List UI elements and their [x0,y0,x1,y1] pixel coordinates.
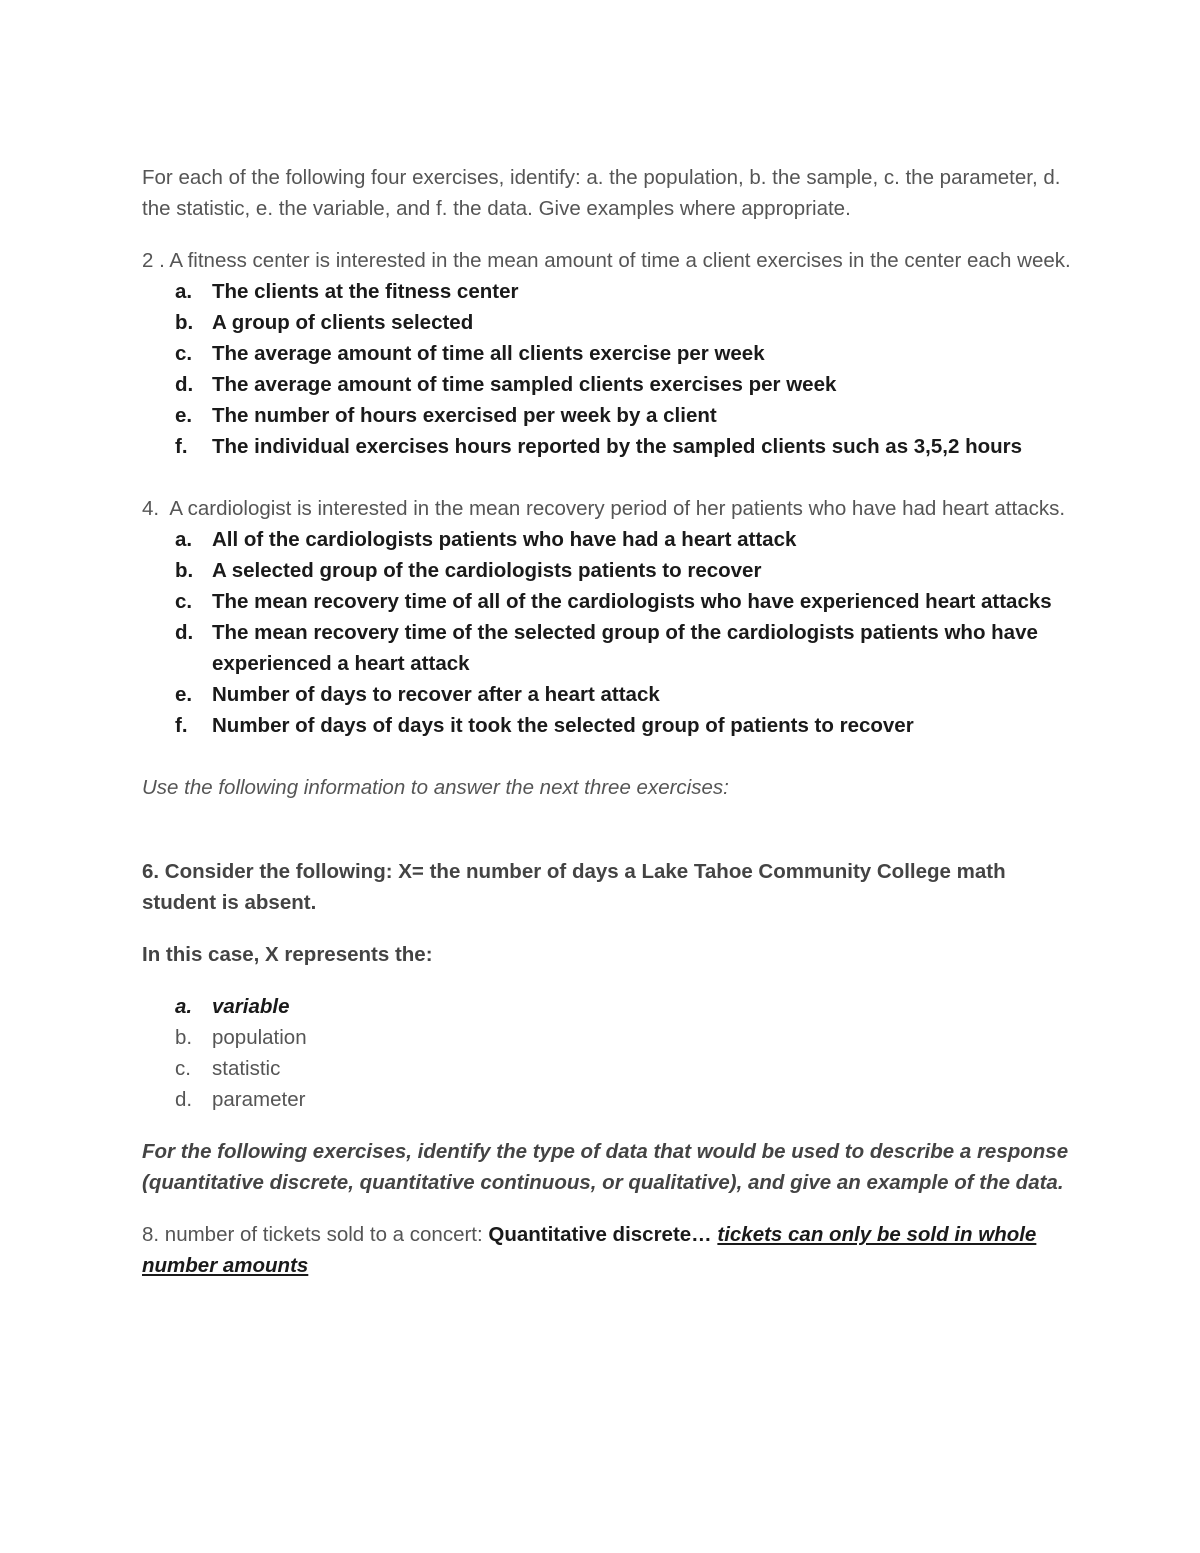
question-2 [142,245,1072,462]
info-note: Use the following information to answer the next three exercises: [142,776,729,799]
instruction-paragraph: For the following exercises, identify the type of data that would be used to describe a response (quantitative discrete, quantitative continuous, or qualitative), and give an example of the data. [142,1140,1069,1194]
list-item: a. The clients at the fitness center [175,280,519,303]
question-4-answers [142,524,1072,741]
list-item: e. The number of hours exercised per week by a client [175,404,717,427]
list-item: c. The average amount of time all clients exercise per week [175,342,765,365]
question-8-text: 8. number of tickets sold to a concert: [142,1223,489,1246]
question-4 [142,493,1072,741]
question-6-text: 6. Consider the following: X= the number of days a Lake Tahoe Community College math student is absent. [142,860,1006,914]
list-item: c. The mean recovery time of all of the cardiologists who have experienced heart attacks [175,590,1052,613]
question-2-text [142,245,1072,276]
list-item: b. population [175,1026,307,1049]
spacer [142,970,1072,991]
question-4-prefix: 4. [142,497,170,520]
question-8-answer: Quantitative discrete… [488,1223,718,1246]
list-item: f. Number of days of days it took the selected group of patients to recover [175,714,914,737]
list-item: d. The average amount of time sampled clients exercises per week [175,373,837,396]
list-item: a. variable [175,995,290,1018]
question-6-answers [142,991,1072,1115]
spacer [142,1198,1072,1219]
question-2-answers [142,276,1072,462]
question-2-prefix: 2 . [142,249,170,272]
spacer [142,803,1072,856]
spacer [142,918,1072,939]
question-4-body: A cardiologist is interested in the mean recovery period of her patients who have had heart attacks. [169,497,1066,520]
intro-paragraph: For each of the following four exercises, identify: a. the population, b. the sample, c. the parameter, d. the statistic, e. the variable, and f. the data. Give examples where appropriate. [142,166,1061,220]
list-item: d. parameter [175,1088,306,1111]
list-item: c. statistic [175,1057,281,1080]
question-2-body: A fitness center is interested in the mean amount of time a client exercises in the center each week. [169,249,1071,272]
list-item: d. The mean recovery time of the selected group of the cardiologists patients who have experienced a heart attack [175,621,1038,675]
question-8-explanation: tickets can only be sold in whole number amounts [142,1223,1037,1277]
list-item: b. A group of clients selected [175,311,474,334]
question-6-subtext: In this case, X represents the: [142,943,433,966]
spacer [142,1115,1072,1136]
question-6 [142,856,1072,1115]
list-item: b. A selected group of the cardiologists patients to recover [175,559,762,582]
list-item: a. All of the cardiologists patients who have had a heart attack [175,528,797,551]
list-item: e. Number of days to recover after a heart attack [175,683,660,706]
list-item: f. The individual exercises hours reported by the sampled clients such as 3,5,2 hours [175,435,1023,458]
document-page [142,162,1072,1281]
question-4-text [142,493,1072,524]
question-8 [142,1219,1072,1281]
